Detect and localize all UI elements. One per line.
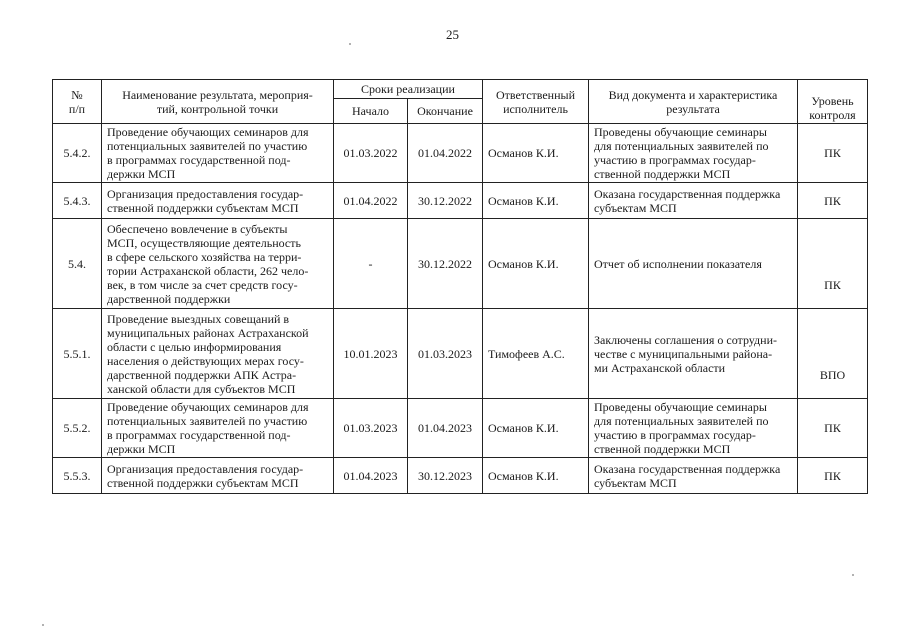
row-control-level: ПК (798, 399, 868, 458)
row-start-date: 01.04.2023 (334, 458, 408, 494)
row-end-date: 30.12.2023 (408, 458, 483, 494)
row-name: Обеспечено вовлечение в субъекты МСП, осуществляющие деятельность в сфере сельского хозяйства на терри- тории Астраханской области, 262 чело- век, в том числе за счет средств госу- дарственной поддержки (102, 219, 334, 309)
row-end-date: 30.12.2022 (408, 219, 483, 309)
row-document: Проведены обучающие семинары для потенциальных заявителей по участию в программах государ- ственной поддержки МСП (589, 124, 798, 183)
row-control-level: ВПО (798, 309, 868, 399)
row-responsible: Османов К.И. (483, 219, 589, 309)
row-control-level: ПК (798, 124, 868, 183)
scan-speck (42, 624, 44, 626)
header-deadlines: Сроки реализации (334, 80, 483, 99)
header-num: № п/п (53, 80, 102, 124)
row-control-level: ПК (798, 183, 868, 219)
row-document: Оказана государственная поддержка субъектам МСП (589, 183, 798, 219)
table-row (53, 458, 868, 494)
row-start-date: 01.04.2022 (334, 183, 408, 219)
row-start-date: 10.01.2023 (334, 309, 408, 399)
row-name: Проведение выездных совещаний в муниципальных районах Астраханской области с целью информирования населения о действующих мерах госу- дарственной поддержки АПК Астра- ханской области для субъектов МСП (102, 309, 334, 399)
row-number: 5.4. (53, 219, 102, 309)
table-row (53, 183, 868, 219)
table-row (53, 124, 868, 183)
row-name: Проведение обучающих семинаров для потенциальных заявителей по участию в программах государственной под- держки МСП (102, 399, 334, 458)
row-document: Проведены обучающие семинары для потенциальных заявителей по участию в программах государ- ственной поддержки МСП (589, 399, 798, 458)
row-responsible: Османов К.И. (483, 183, 589, 219)
row-number: 5.4.3. (53, 183, 102, 219)
page-number: 25 (446, 27, 459, 42)
row-name: Проведение обучающих семинаров для потенциальных заявителей по участию в программах государственной под- держки МСП (102, 124, 334, 183)
header-responsible: Ответственный исполнитель (483, 80, 589, 124)
row-number: 5.4.2. (53, 124, 102, 183)
implementation-plan-table (52, 79, 868, 494)
row-name: Организация предоставления государ- ственной поддержки субъектам МСП (102, 183, 334, 219)
row-start-date: 01.03.2022 (334, 124, 408, 183)
row-responsible: Тимофеев А.С. (483, 309, 589, 399)
header-row (53, 80, 868, 99)
row-name: Организация предоставления государ- ственной поддержки субъектам МСП (102, 458, 334, 494)
row-responsible: Османов К.И. (483, 458, 589, 494)
row-number: 5.5.1. (53, 309, 102, 399)
row-start-date: - (334, 219, 408, 309)
row-document: Отчет об исполнении показателя (589, 219, 798, 309)
header-document: Вид документа и характеристика результата (589, 80, 798, 124)
row-document: Оказана государственная поддержка субъектам МСП (589, 458, 798, 494)
scan-speck (852, 574, 854, 576)
table-row (53, 399, 868, 458)
row-control-level: ПК (798, 458, 868, 494)
row-end-date: 01.03.2023 (408, 309, 483, 399)
row-document: Заключены соглашения о сотрудни- честве с муниципальными района- ми Астраханской области (589, 309, 798, 399)
row-end-date: 01.04.2023 (408, 399, 483, 458)
row-number: 5.5.2. (53, 399, 102, 458)
row-control-level: ПК (798, 219, 868, 309)
table-row (53, 219, 868, 309)
row-end-date: 30.12.2022 (408, 183, 483, 219)
table-row (53, 309, 868, 399)
scan-speck (349, 43, 351, 45)
row-end-date: 01.04.2022 (408, 124, 483, 183)
header-name: Наименование результата, мероприя- тий, контрольной точки (102, 80, 334, 124)
row-responsible: Османов К.И. (483, 124, 589, 183)
header-end: Окончание (408, 99, 483, 124)
header-start: Начало (334, 99, 408, 124)
row-responsible: Османов К.И. (483, 399, 589, 458)
header-level: Уровень контроля (798, 80, 868, 124)
row-start-date: 01.03.2023 (334, 399, 408, 458)
row-number: 5.5.3. (53, 458, 102, 494)
